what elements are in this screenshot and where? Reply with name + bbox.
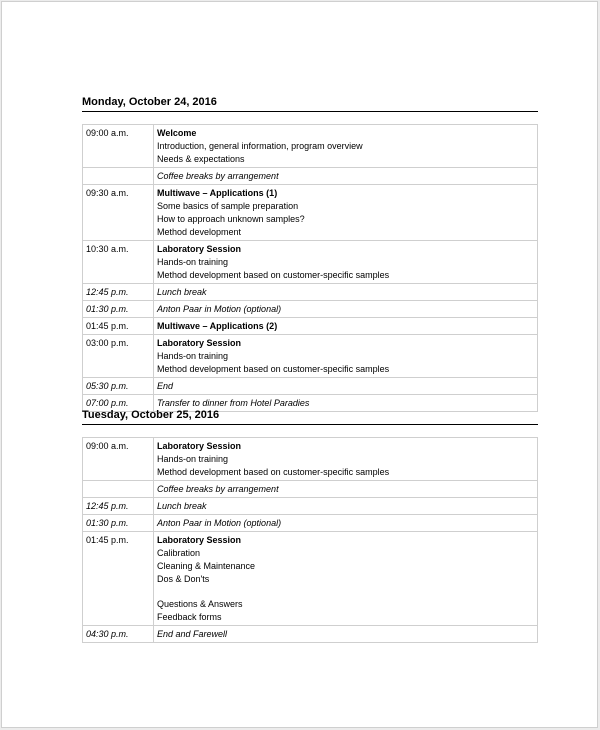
time-cell: 09:00 a.m. xyxy=(83,125,154,168)
activity-cell xyxy=(154,125,538,168)
table-row xyxy=(83,481,538,498)
time-cell xyxy=(83,168,154,185)
table-row xyxy=(83,532,538,626)
session-title: Multiwave – Applications (2) xyxy=(157,321,278,331)
time-cell: 12:45 p.m. xyxy=(83,284,154,301)
activity-line: End and Farewell xyxy=(157,629,228,639)
day-section-tuesday xyxy=(82,409,538,643)
activity-line: Method development based on customer-specific samples xyxy=(157,364,390,374)
activity-cell xyxy=(154,378,538,395)
day-section-monday xyxy=(82,96,538,412)
table-row xyxy=(83,498,538,515)
session-title: Multiwave – Applications (1) xyxy=(157,188,278,198)
table-row xyxy=(83,335,538,378)
activity-line: Anton Paar in Motion (optional) xyxy=(157,518,282,528)
session-title: Laboratory Session xyxy=(157,535,242,545)
activity-cell xyxy=(154,515,538,532)
time-cell: 01:45 p.m. xyxy=(83,532,154,626)
time-cell: 01:30 p.m. xyxy=(83,515,154,532)
activity-line: Method development based on customer-specific samples xyxy=(157,270,390,280)
activity-line: Questions & Answers xyxy=(157,599,243,609)
session-title: Welcome xyxy=(157,128,197,138)
activity-cell xyxy=(154,284,538,301)
activity-cell xyxy=(154,301,538,318)
activity-cell xyxy=(154,438,538,481)
activity-line: Feedback forms xyxy=(157,612,222,622)
document-page xyxy=(1,1,598,728)
day-title: Monday, October 24, 2016 xyxy=(82,96,538,112)
table-row xyxy=(83,438,538,481)
activity-line: Transfer to dinner from Hotel Paradies xyxy=(157,398,310,408)
schedule-table xyxy=(82,124,538,412)
activity-line: Dos & Don'ts xyxy=(157,574,210,584)
activity-cell xyxy=(154,241,538,284)
activity-cell xyxy=(154,498,538,515)
time-cell: 07:00 p.m. xyxy=(83,395,154,412)
time-cell: 09:30 a.m. xyxy=(83,185,154,241)
activity-line: Needs & expectations xyxy=(157,154,245,164)
table-row xyxy=(83,241,538,284)
activity-cell xyxy=(154,318,538,335)
activity-line: Lunch break xyxy=(157,501,207,511)
table-row xyxy=(83,168,538,185)
day-title: Tuesday, October 25, 2016 xyxy=(82,409,538,425)
table-row xyxy=(83,185,538,241)
activity-cell xyxy=(154,185,538,241)
activity-line: Coffee breaks by arrangement xyxy=(157,484,279,494)
session-title: Laboratory Session xyxy=(157,244,242,254)
session-title: Laboratory Session xyxy=(157,338,242,348)
activity-line: End xyxy=(157,381,174,391)
time-cell: 10:30 a.m. xyxy=(83,241,154,284)
activity-cell xyxy=(154,168,538,185)
table-row xyxy=(83,284,538,301)
time-cell: 05:30 p.m. xyxy=(83,378,154,395)
schedule-table xyxy=(82,437,538,643)
activity-line: Lunch break xyxy=(157,287,207,297)
activity-line: Hands-on training xyxy=(157,351,229,361)
activity-line: Hands-on training xyxy=(157,454,229,464)
session-title: Laboratory Session xyxy=(157,441,242,451)
time-cell: 09:00 a.m. xyxy=(83,438,154,481)
spacer xyxy=(157,586,534,598)
activity-line: Method development based on customer-specific samples xyxy=(157,467,390,477)
time-cell: 03:00 p.m. xyxy=(83,335,154,378)
time-cell xyxy=(83,481,154,498)
table-row xyxy=(83,125,538,168)
activity-line: Hands-on training xyxy=(157,257,229,267)
activity-cell xyxy=(154,481,538,498)
time-cell: 01:45 p.m. xyxy=(83,318,154,335)
table-row xyxy=(83,626,538,643)
time-cell: 04:30 p.m. xyxy=(83,626,154,643)
activity-line: Coffee breaks by arrangement xyxy=(157,171,279,181)
activity-line: How to approach unknown samples? xyxy=(157,214,305,224)
activity-cell xyxy=(154,335,538,378)
activity-line: Method development xyxy=(157,227,242,237)
activity-cell xyxy=(154,532,538,626)
activity-line: Cleaning & Maintenance xyxy=(157,561,256,571)
activity-line: Introduction, general information, program overview xyxy=(157,141,363,151)
table-row xyxy=(83,301,538,318)
time-cell: 01:30 p.m. xyxy=(83,301,154,318)
activity-cell xyxy=(154,626,538,643)
table-row xyxy=(83,515,538,532)
activity-line: Anton Paar in Motion (optional) xyxy=(157,304,282,314)
activity-line: Calibration xyxy=(157,548,201,558)
time-cell: 12:45 p.m. xyxy=(83,498,154,515)
table-row xyxy=(83,378,538,395)
activity-line: Some basics of sample preparation xyxy=(157,201,299,211)
table-row xyxy=(83,318,538,335)
